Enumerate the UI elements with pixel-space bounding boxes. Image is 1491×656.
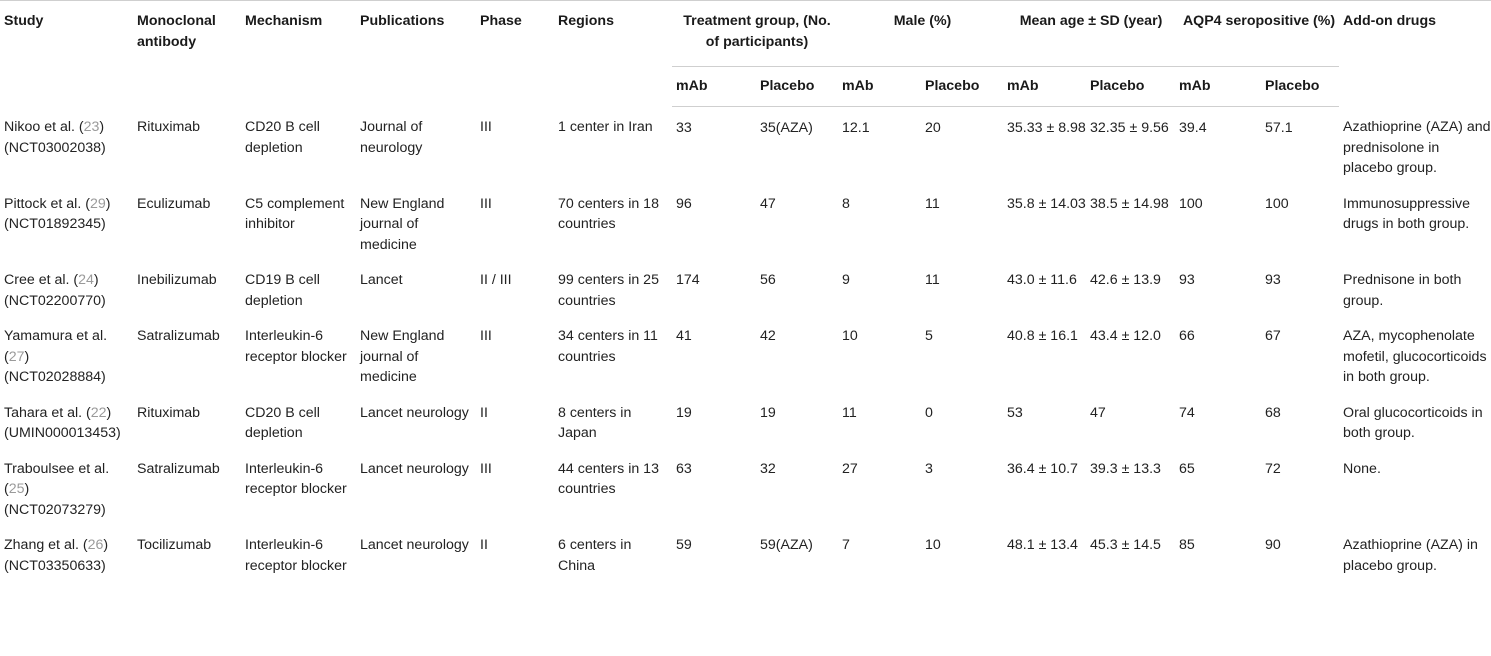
cell-male-placebo: 10 xyxy=(925,537,941,553)
header-mechanism: Mechanism xyxy=(241,1,356,107)
cell-study xyxy=(0,315,133,392)
cell-age-mab: 40.8 ± 16.1 xyxy=(1007,328,1078,344)
cell-age-placebo: 32.35 ± 9.56 xyxy=(1090,119,1169,136)
cell-male-placebo: 3 xyxy=(925,460,933,477)
header-row-1 xyxy=(0,1,1491,67)
cell-treatment-placebo: 32 xyxy=(760,460,776,477)
citation-link[interactable]: 23 xyxy=(83,119,100,135)
subheader-aqp4-placebo: Placebo xyxy=(1261,67,1339,107)
cell-age-mab: 36.4 ± 10.7 xyxy=(1007,460,1078,477)
cell-male-mab: 10 xyxy=(842,328,858,344)
cell-age-mab: 53 xyxy=(1007,404,1023,421)
cell-male-placebo: 11 xyxy=(925,272,940,288)
cell-aqp4-placebo: 90 xyxy=(1265,537,1281,553)
subheader-treatment-placebo: Placebo xyxy=(756,67,838,107)
cell-treatment-placebo: 35(AZA) xyxy=(760,119,813,136)
cell-mechanism: CD20 B cell depletion xyxy=(245,404,320,441)
cell-treatment-mab: 33 xyxy=(676,119,692,136)
cell-regions: 8 centers in Japan xyxy=(558,404,632,441)
cell-regions: 44 centers in 13 countries xyxy=(558,460,659,497)
table-row xyxy=(0,259,1491,315)
cell-mechanism: Interleukin-6 receptor blocker xyxy=(245,460,347,497)
cell-aqp4-mab: 65 xyxy=(1179,460,1195,477)
cell-male-mab: 7 xyxy=(842,537,850,553)
cell-aqp4-mab: 74 xyxy=(1179,404,1195,421)
cell-aqp4-placebo: 67 xyxy=(1265,328,1281,344)
cell-aqp4-mab: 85 xyxy=(1179,537,1195,553)
cell-publications: Lancet neurology xyxy=(360,460,469,477)
cell-antibody: Tocilizumab xyxy=(137,537,212,553)
cell-treatment-mab: 41 xyxy=(676,328,692,344)
cell-publications: New England journal of medicine xyxy=(360,195,445,253)
cell-treatment-placebo: 19 xyxy=(760,404,776,421)
table-row xyxy=(0,524,1491,580)
cell-age-mab: 35.33 ± 8.98 xyxy=(1007,119,1086,136)
cell-aqp4-mab: 39.4 xyxy=(1179,119,1207,136)
cell-male-placebo: 11 xyxy=(925,195,940,212)
cell-age-placebo: 39.3 ± 13.3 xyxy=(1090,460,1161,477)
citation-link[interactable]: 27 xyxy=(8,348,25,365)
table-row xyxy=(0,392,1491,448)
study-name: Yamamura et al. ( xyxy=(4,328,108,365)
cell-study xyxy=(0,106,133,183)
cell-male-mab: 8 xyxy=(842,195,850,212)
study-registry-id: ) (NCT03002038) xyxy=(4,119,106,156)
cell-treatment-placebo: 42 xyxy=(760,328,776,344)
study-registry-id: ) (NCT02200770) xyxy=(4,272,106,309)
cell-addon: Immunosuppressive drugs in both group. xyxy=(1343,195,1470,232)
header-antibody: Monoclonal antibody xyxy=(133,1,241,107)
cell-antibody: Satralizumab xyxy=(137,460,220,477)
cell-treatment-mab: 96 xyxy=(676,195,692,212)
cell-age-placebo: 43.4 ± 12.0 xyxy=(1090,328,1161,344)
header-male: Male (%) xyxy=(838,1,1003,67)
cell-age-mab: 43.0 ± 11.6 xyxy=(1007,272,1077,288)
citation-link[interactable]: 26 xyxy=(87,537,104,553)
cell-addon: Oral glucocorticoids in both group. xyxy=(1343,404,1483,441)
subheader-age-placebo: Placebo xyxy=(1086,67,1175,107)
table-row xyxy=(0,106,1491,183)
cell-male-mab: 12.1 xyxy=(842,119,870,136)
header-phase: Phase xyxy=(476,1,554,107)
cell-regions: 99 centers in 25 countries xyxy=(558,272,659,309)
study-registry-id: ) (NCT01892345) xyxy=(4,195,111,232)
cell-publications: New England journal of medicine xyxy=(360,328,445,385)
cell-treatment-mab: 19 xyxy=(676,404,692,421)
table-row xyxy=(0,315,1491,392)
cell-phase: III xyxy=(480,195,492,212)
cell-treatment-placebo: 59(AZA) xyxy=(760,537,813,553)
cell-phase: III xyxy=(480,328,492,344)
subheader-aqp4-mab: mAb xyxy=(1175,67,1261,107)
cell-antibody: Inebilizumab xyxy=(137,272,217,288)
cell-regions: 1 center in Iran xyxy=(558,119,653,135)
cell-treatment-mab: 59 xyxy=(676,537,692,553)
cell-aqp4-placebo: 72 xyxy=(1265,460,1281,477)
cell-treatment-mab: 174 xyxy=(676,272,700,288)
study-name: Tahara et al. ( xyxy=(4,404,91,421)
cell-age-placebo: 38.5 ± 14.98 xyxy=(1090,195,1169,212)
header-treatment: Treatment group, (No. of participants) xyxy=(672,1,838,67)
cell-study xyxy=(0,448,133,525)
cell-regions: 70 centers in 18 countries xyxy=(558,195,659,232)
cell-regions: 6 centers in China xyxy=(558,537,632,574)
cell-addon: Azathioprine (AZA) and prednisolone in placebo group. xyxy=(1343,119,1491,176)
subheader-treatment-mab: mAb xyxy=(672,67,756,107)
cell-study xyxy=(0,183,133,260)
cell-aqp4-mab: 93 xyxy=(1179,272,1195,288)
cell-antibody: Eculizumab xyxy=(137,195,211,212)
cell-treatment-mab: 63 xyxy=(676,460,692,477)
cell-publications: Lancet neurology xyxy=(360,537,469,553)
cell-study xyxy=(0,524,133,580)
cell-publications: Lancet neurology xyxy=(360,404,469,421)
cell-mechanism: CD19 B cell depletion xyxy=(245,272,320,309)
cell-aqp4-placebo: 100 xyxy=(1265,195,1289,212)
study-name: Zhang et al. ( xyxy=(4,537,88,553)
table-header xyxy=(0,1,1491,107)
header-age: Mean age ± SD (year) xyxy=(1003,1,1175,67)
cell-phase: III xyxy=(480,460,492,477)
cell-mechanism: Interleukin-6 receptor blocker xyxy=(245,328,347,365)
header-aqp4: AQP4 seropositive (%) xyxy=(1175,1,1339,67)
cell-study xyxy=(0,392,133,448)
cell-male-mab: 11 xyxy=(842,404,857,421)
cell-addon: AZA, mycophenolate mofetil, glucocorticoids in both group. xyxy=(1343,328,1487,385)
cell-age-placebo: 47 xyxy=(1090,404,1106,421)
cell-phase: III xyxy=(480,119,492,135)
cell-male-placebo: 5 xyxy=(925,328,933,344)
cell-aqp4-mab: 100 xyxy=(1179,195,1203,212)
cell-addon: Prednisone in both group. xyxy=(1343,272,1462,309)
cell-antibody: Rituximab xyxy=(137,119,201,135)
cell-mechanism: CD20 B cell depletion xyxy=(245,119,320,156)
table-body xyxy=(0,106,1491,580)
subheader-male-placebo: Placebo xyxy=(921,67,1003,107)
citation-link[interactable]: 24 xyxy=(78,272,94,288)
table-row xyxy=(0,448,1491,525)
cell-phase: II xyxy=(480,537,488,553)
cell-publications: Lancet xyxy=(360,272,403,288)
cell-male-mab: 9 xyxy=(842,272,850,288)
table-row xyxy=(0,183,1491,260)
cell-age-placebo: 42.6 ± 13.9 xyxy=(1090,272,1161,288)
cell-aqp4-placebo: 68 xyxy=(1265,404,1281,421)
study-name: Pittock et al. ( xyxy=(4,195,90,212)
cell-aqp4-placebo: 57.1 xyxy=(1265,119,1293,136)
study-name: Cree et al. ( xyxy=(4,272,79,288)
citation-link[interactable]: 22 xyxy=(90,404,107,421)
cell-age-mab: 48.1 ± 13.4 xyxy=(1007,537,1078,553)
cell-aqp4-placebo: 93 xyxy=(1265,272,1281,288)
study-name: Traboulsee et al. ( xyxy=(4,460,110,497)
study-name: Nikoo et al. ( xyxy=(4,119,84,135)
cell-antibody: Rituximab xyxy=(137,404,201,421)
cell-treatment-placebo: 56 xyxy=(760,272,776,288)
cell-regions: 34 centers in 11 countries xyxy=(558,328,658,365)
study-registry-id: ) (NCT03350633) xyxy=(4,537,109,574)
study-registry-id: ) (NCT02073279) xyxy=(4,481,106,518)
cell-phase: II / III xyxy=(480,272,512,288)
cell-study xyxy=(0,259,133,315)
header-addon: Add-on drugs xyxy=(1339,1,1491,107)
header-publications: Publications xyxy=(356,1,476,107)
cell-male-placebo: 20 xyxy=(925,119,941,136)
cell-addon: None. xyxy=(1343,460,1381,477)
subheader-age-mab: mAb xyxy=(1003,67,1086,107)
header-regions: Regions xyxy=(554,1,672,107)
cell-mechanism: Interleukin-6 receptor blocker xyxy=(245,537,347,574)
cell-treatment-placebo: 47 xyxy=(760,195,776,212)
citation-link[interactable]: 25 xyxy=(8,481,25,497)
cell-male-placebo: 0 xyxy=(925,404,933,421)
study-registry-id: ) (UMIN000013453) xyxy=(4,404,121,441)
cell-mechanism: C5 complement inhibitor xyxy=(245,195,345,232)
study-registry-id: ) (NCT02028884) xyxy=(4,348,106,385)
cell-male-mab: 27 xyxy=(842,460,858,477)
cell-antibody: Satralizumab xyxy=(137,328,220,344)
citation-link[interactable]: 29 xyxy=(89,195,106,212)
subheader-male-mab: mAb xyxy=(838,67,921,107)
header-study: Study xyxy=(0,1,133,107)
cell-age-placebo: 45.3 ± 14.5 xyxy=(1090,537,1161,553)
cell-age-mab: 35.8 ± 14.03 xyxy=(1007,195,1086,212)
cell-aqp4-mab: 66 xyxy=(1179,328,1195,344)
cell-publications: Journal of neurology xyxy=(360,119,423,156)
cell-addon: Azathioprine (AZA) in placebo group. xyxy=(1343,537,1478,574)
cell-phase: II xyxy=(480,404,488,421)
